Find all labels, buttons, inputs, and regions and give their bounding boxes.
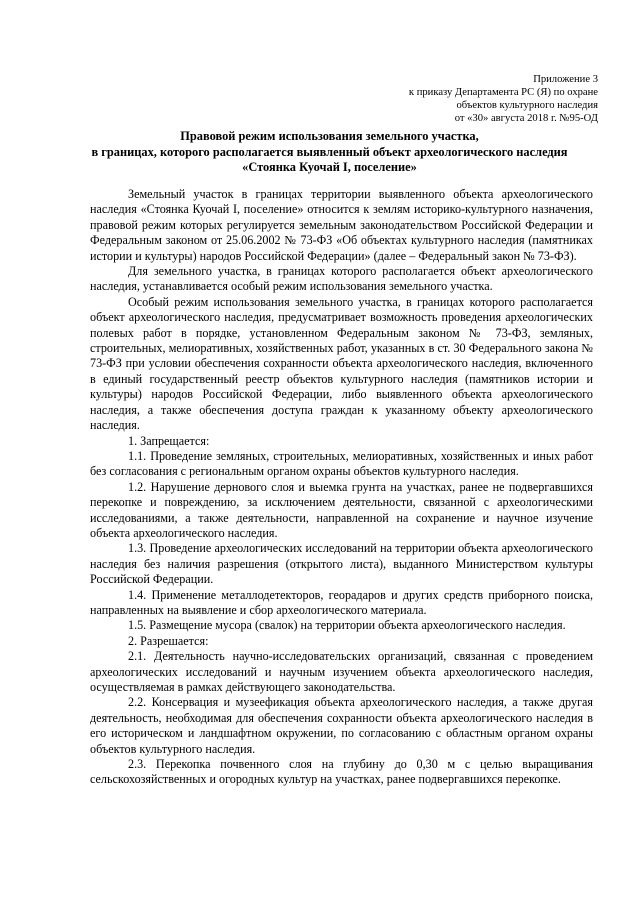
appendix-order-date: от «30» августа 2018 г. №95-ОД bbox=[454, 113, 598, 124]
appendix-header bbox=[298, 73, 598, 125]
item-2-3: 2.3. Перекопка почвенного слоя на глубину до 0,30 м с целью выращивания сельскохозяйственных и огородных культур на участках, ранее подвергавшихся перекопке. bbox=[90, 757, 593, 787]
item-1-3: 1.3. Проведение археологических исследований на территории объекта археологического наследия без наличия разрешения (открытого листа), выданного Министерством культуры Российской Федерации. bbox=[90, 541, 593, 587]
paragraph-intro: Земельный участок в границах территории выявленного объекта археологического наследия «Стоянка Куочай I, поселение» относится к землям историко-культурного назначения, правовой режим которых регулируется земельным законодательством Российской Федерации и Федеральным законом от 25.06.2002 № 73-ФЗ «Об объектах культурного наследия (памятниках истории и культуры) народов Российской Федерации» (далее – Федеральный закон № 73-ФЗ). bbox=[90, 187, 593, 263]
item-1-1: 1.1. Проведение земляных, строительных, мелиоративных, хозяйственных и иных работ без согласования с региональным органом охраны объектов культурного наследия. bbox=[90, 448, 593, 479]
title-line-3: «Стоянка Куочай I, поселение» bbox=[242, 160, 417, 174]
paragraph-special-regime: Для земельного участка, в границах которого располагается объект археологического наследия, устанавливается особый режим использования земельного участка. bbox=[90, 264, 593, 294]
appendix-number: Приложение 3 bbox=[533, 74, 598, 85]
item-2-2: 2.2. Консервация и музеефикация объекта археологического наследия, а также другая деятельность, необходимая для обеспечения сохранности объекта археологического наследия в его историческом и ландшафтном окружении, по согласованию с областным органом охраны объектов культурного наследия. bbox=[90, 695, 593, 756]
title-line-2: в границах, которого располагается выявленный объект археологического наследия bbox=[91, 144, 568, 159]
section-allowed-heading: 2. Разрешается: bbox=[128, 633, 209, 648]
appendix-order-ref-cont: объектов культурного наследия bbox=[456, 100, 598, 111]
appendix-order-ref: к приказу Департамента РС (Я) по охране bbox=[408, 87, 598, 98]
item-1-4: 1.4. Применение металлодетекторов, георадаров и других средств приборного поиска, направленных на выявление и сбор археологического материала. bbox=[90, 587, 593, 617]
document-title bbox=[60, 129, 599, 176]
document-body bbox=[90, 187, 593, 788]
item-1-5: 1.5. Размещение мусора (свалок) на территории объекта археологического наследия. bbox=[128, 618, 566, 633]
title-line-1: Правовой режим использования земельного участка, bbox=[180, 129, 479, 143]
section-prohibited-heading: 1. Запрещается: bbox=[128, 433, 210, 448]
item-2-1: 2.1. Деятельность научно-исследовательских организаций, связанная с проведением археологических исследований и научным изучением объекта археологического наследия, осуществляемая в рамках действующего законодательства. bbox=[90, 649, 593, 694]
item-1-2: 1.2. Нарушение дернового слоя и выемка грунта на участках, ранее не подвергавшихся перекопке и повреждению, за исключением деятельности, связанной с археологическими исследованиями, а также деятельности, направленной на сохранение и научное изучение объекта археологического наследия. bbox=[90, 479, 593, 540]
paragraph-regime-details: Особый режим использования земельного участка, в границах которого располагается объект археологического наследия, предусматривает возможность проведения археологических полевых работ в порядке, установленном Федеральным законом № 73-ФЗ, земляных, строительных, мелиоративных, хозяйственных работ, указанных в ст. 30 Федерального закона № 73-ФЗ при условии обеспечения сохранности объекта археологического наследия, включенного в единый государственный реестр объектов культурного наследия (памятников истории и культуры) народов Российской Федерации, либо выявленного объекта археологического наследия, а также обеспечения доступа граждан к указанному объекту археологического наследия. bbox=[90, 294, 593, 433]
